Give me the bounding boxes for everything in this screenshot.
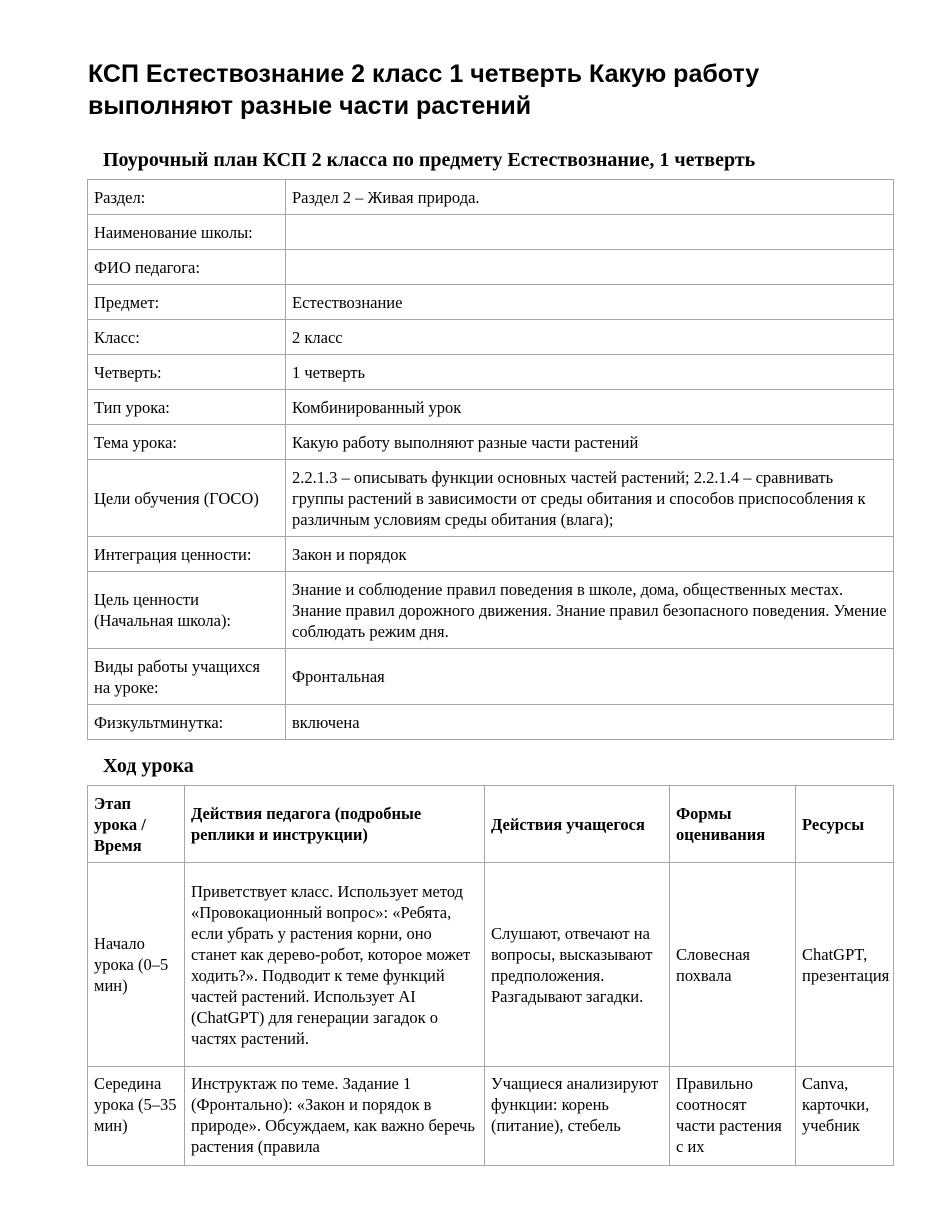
info-label: Предмет:: [88, 285, 286, 320]
info-label: Физкультминутка:: [88, 705, 286, 740]
info-value: 1 четверть: [286, 355, 894, 390]
student-actions-cell: Учащиеся анализируют функции: корень (питание), стебель: [491, 1074, 659, 1135]
column-header-teacher-actions: Действия педагога (подробные реплики и инструкции): [185, 786, 485, 863]
column-header-resources: Ресурсы: [796, 786, 894, 863]
info-value: Раздел 2 – Живая природа.: [286, 180, 894, 215]
info-label: Раздел:: [88, 180, 286, 215]
table-row: [88, 863, 894, 1067]
info-value: 2.2.1.3 – описывать функции основных частей растений; 2.2.1.4 – сравнивать группы растений в зависимости от среды обитания и способов приспособления к различным условиям среды обитания (влага);: [286, 460, 894, 537]
table-row: [88, 537, 894, 572]
plan-heading: Поурочный план КСП 2 класса по предмету Естествознание, 1 четверть: [103, 149, 756, 171]
table-row: [88, 355, 894, 390]
info-value: Комбинированный урок: [286, 390, 894, 425]
table-row: [88, 390, 894, 425]
info-label: Цель ценности (Начальная школа):: [88, 572, 286, 649]
table-row: [88, 572, 894, 649]
stage-cell: Начало урока (0–5 мин): [88, 863, 185, 1067]
info-label: Интеграция ценности:: [88, 537, 286, 572]
table-row: [88, 285, 894, 320]
table-row: [88, 705, 894, 740]
info-value: Знание и соблюдение правил поведения в школе, дома, общественных местах. Знание правил дорожного движения. Знание правил безопасного поведения. Умение соблюдать режим дня.: [286, 572, 894, 649]
info-value: [286, 250, 894, 285]
teacher-actions-cell: Инструктаж по теме. Задание 1 (Фронтально): «Закон и порядок в природе». Обсуждаем, как важно беречь растения (правила: [191, 1074, 475, 1156]
info-value: Фронтальная: [286, 649, 894, 705]
assessment-cell: Правильно соотносят части растения с их: [676, 1074, 782, 1156]
info-value: Закон и порядок: [286, 537, 894, 572]
assessment-cell: Словесная похвала: [670, 863, 796, 1067]
info-label: Тема урока:: [88, 425, 286, 460]
info-value: 2 класс: [286, 320, 894, 355]
table-row: [88, 180, 894, 215]
resources-cell: Canva, карточки, учебник: [802, 1074, 870, 1135]
table-row: [88, 649, 894, 705]
table-row: [88, 1067, 894, 1166]
teacher-actions-cell: Приветствует класс. Использует метод «Провокационный вопрос»: «Ребята, если убрать у растения корни, оно станет как дерево-робот, которое может ходить?». Подводит к теме функций частей растений. Использует AI (ChatGPT) для генерации загадок о частях растений.: [185, 863, 485, 1067]
column-header-stage: Этап урока / Время: [88, 786, 185, 863]
table-header-row: [88, 786, 894, 863]
info-value: включена: [286, 705, 894, 740]
column-header-student-actions: Действия учащегося: [485, 786, 670, 863]
info-value: Какую работу выполняют разные части растений: [286, 425, 894, 460]
info-label: Наименование школы:: [88, 215, 286, 250]
table-row: [88, 460, 894, 537]
info-label: Тип урока:: [88, 390, 286, 425]
info-label: Класс:: [88, 320, 286, 355]
info-label: Виды работы учащихся на уроке:: [88, 649, 286, 705]
info-label: Четверть:: [88, 355, 286, 390]
lesson-flow-table: [87, 785, 894, 1166]
resources-cell: ChatGPT, презентация: [796, 863, 894, 1067]
table-row: [88, 425, 894, 460]
stage-cell: Середина урока (5–35 мин): [94, 1074, 177, 1135]
column-header-assessment: Формы оценивания: [670, 786, 796, 863]
info-label: ФИО педагога:: [88, 250, 286, 285]
page-title: КСП Естествознание 2 класс 1 четверть Какую работу выполняют разные части растений: [88, 60, 760, 120]
student-actions-cell: Слушают, отвечают на вопросы, высказывают предположения. Разгадывают загадки.: [485, 863, 670, 1067]
table-row: [88, 250, 894, 285]
lesson-info-table: [87, 179, 894, 740]
info-value: Естествознание: [286, 285, 894, 320]
info-label: Цели обучения (ГОСО): [88, 460, 286, 537]
table-row: [88, 215, 894, 250]
table-row: [88, 320, 894, 355]
info-value: [286, 215, 894, 250]
lesson-flow-heading: Ход урока: [103, 755, 194, 777]
